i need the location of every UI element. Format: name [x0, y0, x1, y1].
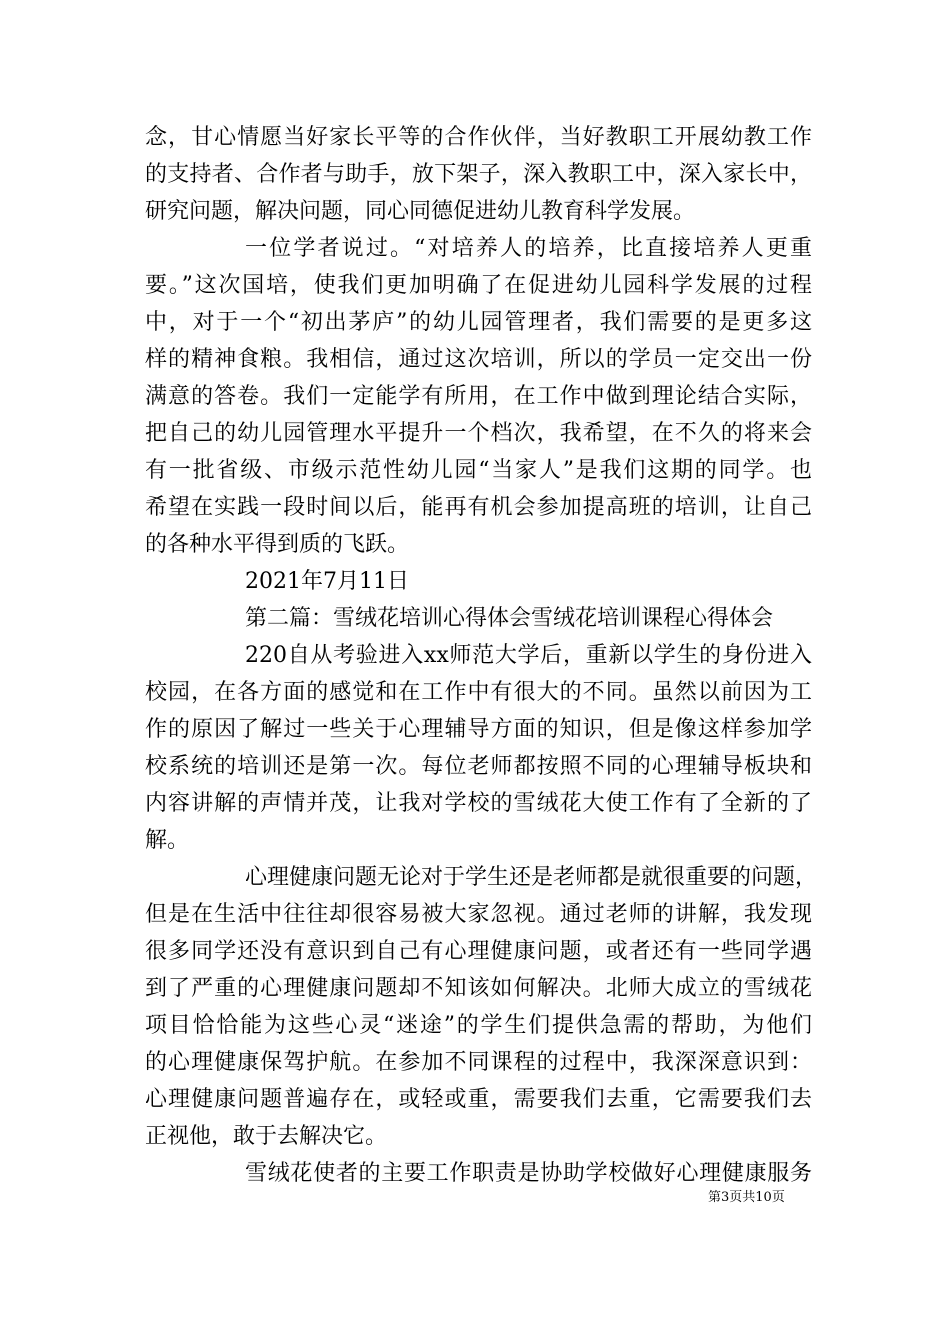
- page-number-footer: 第3页共10页: [708, 1190, 785, 1205]
- text-line: 但是在生活中往往却很容易被大家忽视。通过老师的讲解，我发现: [145, 902, 812, 927]
- text-line: 希望在实践一段时间以后，能再有机会参加提高班的培训，让自己: [145, 495, 812, 520]
- section-title: 第二篇：雪绒花培训心得体会雪绒花培训课程心得体会: [245, 606, 774, 631]
- text-line: 内容讲解的声情并茂，让我对学校的雪绒花大使工作有了全新的了: [145, 791, 812, 816]
- text-line: 把自己的幼儿园管理水平提升一个档次，我希望，在不久的将来会: [145, 421, 812, 446]
- text-line: 校园，在各方面的感觉和在工作中有很大的不同。虽然以前因为工: [145, 680, 812, 705]
- text-line: 中，对于一个“初出茅庐”的幼儿园管理者，我们需要的是更多这: [145, 310, 812, 335]
- text-line: 很多同学还没有意识到自己有心理健康问题，或者还有一些同学遇: [145, 939, 812, 964]
- date-line: 2021年7月11日: [245, 569, 409, 594]
- text-line: 要。”这次国培，使我们更加明确了在促进幼儿园科学发展的过程: [145, 273, 812, 298]
- text-line: 心理健康问题普遍存在，或轻或重，需要我们去重，它需要我们去: [145, 1087, 812, 1112]
- text-line: 正视他，敢于去解决它。: [145, 1124, 388, 1149]
- text-line: 研究问题，解决问题，同心同德促进幼儿教育科学发展。: [145, 199, 696, 224]
- text-line: 雪绒花使者的主要工作职责是协助学校做好心理健康服务: [245, 1161, 812, 1186]
- text-line: 220自从考验进入xx师范大学后，重新以学生的身份进入: [245, 643, 812, 668]
- text-line: 念，甘心情愿当好家长平等的合作伙伴，当好教职工开展幼教工作: [145, 125, 812, 150]
- text-line: 的各种水平得到质的飞跃。: [145, 532, 410, 557]
- text-line: 样的精神食粮。我相信，通过这次培训，所以的学员一定交出一份: [145, 347, 812, 372]
- text-line: 到了严重的心理健康问题却不知该如何解决。北师大成立的雪绒花: [145, 976, 812, 1001]
- text-line: 的心理健康保驾护航。在参加不同课程的过程中，我深深意识到：: [145, 1050, 812, 1075]
- text-line: 作的原因了解过一些关于心理辅导方面的知识，但是像这样参加学: [145, 717, 812, 742]
- text-line: 的支持者、合作者与助手，放下架子，深入教职工中，深入家长中，: [145, 162, 812, 187]
- text-line: 项目恰恰能为这些心灵“迷途”的学生们提供急需的帮助，为他们: [145, 1013, 812, 1038]
- text-line: 一位学者说过。“对培养人的培养，比直接培养人更重: [245, 236, 812, 261]
- text-line: 心理健康问题无论对于学生还是老师都是就很重要的问题，: [245, 865, 818, 890]
- text-line: 解。: [145, 828, 190, 853]
- text-line: 有一批省级、市级示范性幼儿园“当家人”是我们这期的同学。也: [145, 458, 812, 483]
- text-line: 满意的答卷。我们一定能学有所用，在工作中做到理论结合实际，: [145, 384, 812, 409]
- text-line: 校系统的培训还是第一次。每位老师都按照不同的心理辅导板块和: [145, 754, 812, 779]
